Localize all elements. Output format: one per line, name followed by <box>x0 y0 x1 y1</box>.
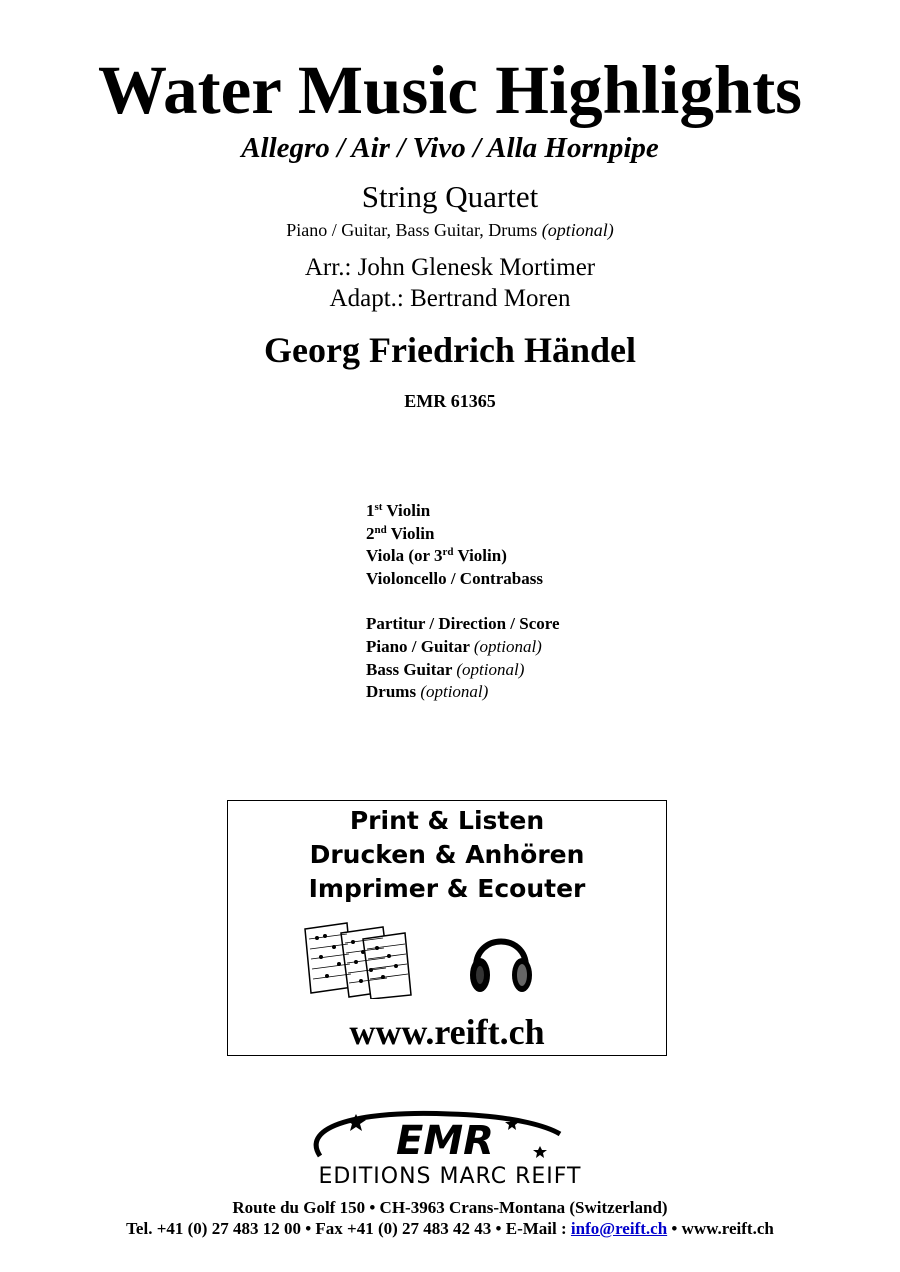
ordinal-suffix: st <box>374 501 383 513</box>
part-bass-guitar <box>366 659 560 682</box>
part-violin-2 <box>366 523 560 546</box>
ordinal-suffix: rd <box>442 546 454 559</box>
print-listen-box <box>227 800 667 1056</box>
ensemble: String Quartet <box>361 179 539 214</box>
email-link[interactable]: info@reift.ch <box>570 1219 668 1238</box>
print-listen-de: Drucken & Anhören <box>309 840 585 869</box>
headphones-icon <box>466 921 536 997</box>
part-label: Viola (or 3 <box>366 546 443 566</box>
website-link[interactable]: www.reift.ch <box>349 1012 545 1052</box>
optional-label: (optional) <box>420 682 489 702</box>
ordinal-suffix: nd <box>374 523 387 536</box>
part-label: Violin <box>382 501 431 520</box>
optional-instruments <box>0 219 900 241</box>
part-label: Violin) <box>453 546 507 566</box>
part-label: Violin <box>386 523 435 543</box>
score-title: Water Music Highlights <box>97 52 803 128</box>
optional-label: (optional) <box>473 636 542 656</box>
part-label: Drums <box>366 682 417 702</box>
parts-spacer <box>366 590 560 613</box>
optional-label: (optional) <box>541 220 614 240</box>
arranger: Arr.: John Glenesk Mortimer <box>304 254 596 281</box>
publisher-address: Route du Golf 150 • CH-3963 Crans-Montana (Switzerland) <box>232 1198 668 1217</box>
catalog-number: EMR 61365 <box>404 391 496 411</box>
part-label: Bass Guitar <box>366 659 453 679</box>
sheet-music-icon <box>301 919 413 999</box>
publisher-contact <box>0 1219 900 1239</box>
part-label: Piano / Guitar <box>366 636 470 656</box>
part-cello: Violoncello / Contrabass <box>366 568 543 588</box>
emr-logo <box>250 1108 650 1164</box>
part-score: Partitur / Direction / Score <box>366 614 560 634</box>
movements-subtitle: Allegro / Air / Vivo / Alla Hornpipe <box>241 132 659 164</box>
part-viola <box>366 545 560 568</box>
parts-list <box>366 500 560 704</box>
part-drums <box>366 681 560 704</box>
adapter: Adapt.: Bertrand Moren <box>329 285 571 312</box>
optional-label: (optional) <box>456 659 525 679</box>
part-piano-guitar <box>366 636 560 659</box>
phone-fax: Tel. +41 (0) 27 483 12 00 • Fax +41 (0) 27 483 42 43 • E-Mail : <box>126 1219 571 1238</box>
optional-instruments-list: Piano / Guitar, Bass Guitar, Drums <box>286 220 538 240</box>
print-listen-fr: Imprimer & Ecouter <box>308 874 586 903</box>
publisher-name: EDITIONS MARC REIFT <box>318 1164 582 1189</box>
part-number: 2 <box>366 523 375 543</box>
print-listen-en: Print & Listen <box>349 806 545 835</box>
website-text: • www.reift.ch <box>667 1219 774 1238</box>
part-violin-1 <box>366 500 560 523</box>
composer: Georg Friedrich Händel <box>264 330 636 370</box>
part-number: 1 <box>366 501 375 520</box>
logo-text: EMR <box>396 1118 494 1164</box>
